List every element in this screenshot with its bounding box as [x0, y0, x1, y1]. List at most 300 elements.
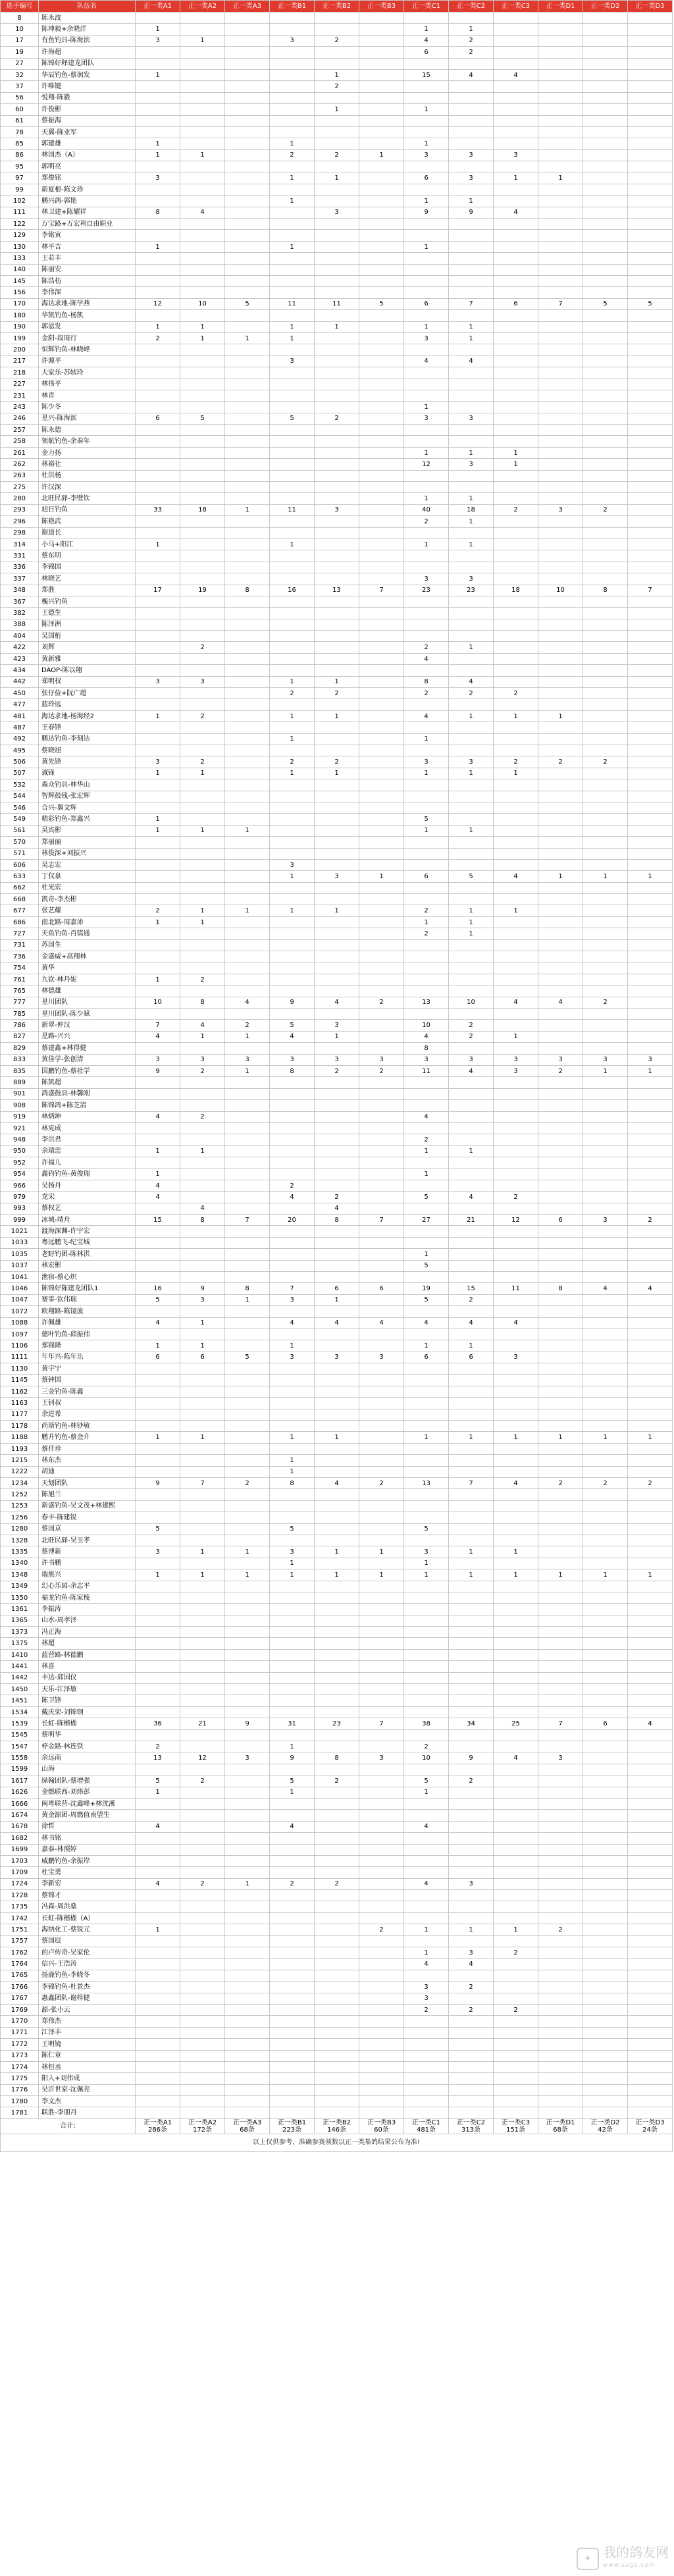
table-row	[1, 997, 673, 1008]
cell-count	[225, 756, 270, 768]
cell-count	[404, 722, 449, 733]
cell-count	[494, 1810, 538, 1821]
cell-count: 1	[270, 138, 315, 149]
cell-team: 冰城-靖舟	[39, 1215, 136, 1226]
cell-count	[494, 1306, 538, 1317]
cell-count	[180, 184, 225, 195]
cell-count	[180, 848, 225, 859]
cell-count	[583, 1134, 628, 1145]
cell-count	[449, 2027, 494, 2038]
cell-count	[180, 344, 225, 355]
cell-count	[180, 1810, 225, 1821]
cell-count: 1	[404, 1249, 449, 1260]
cell-count	[538, 916, 583, 928]
cell-team: 李洪君	[39, 1134, 136, 1145]
cell-count: 3	[270, 1054, 315, 1065]
cell-count	[494, 115, 538, 126]
cell-count	[359, 1443, 404, 1454]
cell-count	[628, 1535, 673, 1546]
cell-count	[270, 1500, 315, 1511]
cell-count	[404, 287, 449, 298]
cell-count	[136, 1226, 180, 1237]
table-row	[1, 149, 673, 161]
cell-count	[136, 1122, 180, 1134]
cell-count	[270, 1844, 315, 1855]
cell-count	[136, 1271, 180, 1282]
cell-count	[225, 1982, 270, 1993]
cell-count: 1	[315, 1294, 359, 1305]
cell-count	[538, 1020, 583, 1031]
cell-id: 1177	[1, 1409, 39, 1420]
cell-count	[449, 1363, 494, 1375]
cell-count	[583, 1237, 628, 1248]
cell-count: 1	[449, 447, 494, 458]
cell-count	[583, 1340, 628, 1352]
cell-count	[583, 642, 628, 653]
cell-id: 1774	[1, 2061, 39, 2072]
cell-count	[315, 1500, 359, 1511]
cell-id: 1130	[1, 1363, 39, 1375]
cell-count: 5	[583, 298, 628, 309]
cell-count: 1	[136, 1787, 180, 1798]
cell-count	[315, 653, 359, 664]
cell-count	[583, 1180, 628, 1191]
cell-count	[583, 2084, 628, 2095]
cell-count: 1	[180, 321, 225, 332]
watermark-title: 我的鸽友网	[603, 2544, 669, 2560]
cell-count	[494, 230, 538, 241]
cell-count	[225, 253, 270, 264]
cell-count: 3	[538, 504, 583, 515]
cell-count	[225, 1787, 270, 1798]
cell-count	[404, 1489, 449, 1500]
cell-count	[538, 1008, 583, 1019]
cell-count	[315, 264, 359, 275]
cell-count	[404, 1409, 449, 1420]
cell-count	[404, 791, 449, 802]
cell-count: 3	[404, 1546, 449, 1558]
cell-count	[628, 344, 673, 355]
cell-count	[315, 733, 359, 745]
cell-count	[494, 24, 538, 35]
cell-count	[494, 287, 538, 298]
cell-count	[225, 470, 270, 481]
cell-count: 1	[270, 1741, 315, 1752]
cell-count	[538, 1043, 583, 1054]
cell-count	[628, 550, 673, 562]
column-header: 正一类B2	[315, 1, 359, 13]
cell-count	[180, 138, 225, 149]
cell-count	[583, 1203, 628, 1214]
cell-count: 6	[404, 298, 449, 309]
cell-count	[449, 1169, 494, 1180]
cell-count	[180, 2073, 225, 2084]
cell-count: 1	[404, 104, 449, 115]
cell-count	[225, 527, 270, 539]
column-header: 正一类D1	[538, 1, 583, 13]
cell-count	[225, 402, 270, 413]
table-row	[1, 1672, 673, 1683]
cell-count	[538, 733, 583, 745]
cell-count	[583, 848, 628, 859]
cell-team: 林东杰	[39, 1455, 136, 1466]
cell-team: 长虹-陈楷楹（A）	[39, 1912, 136, 1924]
cell-id: 1764	[1, 1958, 39, 1970]
cell-count	[449, 1604, 494, 1615]
cell-count	[136, 2016, 180, 2027]
cell-count	[404, 1867, 449, 1878]
cell-count: 1	[583, 1569, 628, 1581]
table-row	[1, 1031, 673, 1042]
cell-count	[180, 1249, 225, 1260]
table-row	[1, 1180, 673, 1191]
cell-count: 8	[136, 207, 180, 218]
cell-count	[628, 2050, 673, 2061]
cell-count	[404, 1684, 449, 1695]
cell-id: 257	[1, 425, 39, 436]
cell-team: 李锦国	[39, 562, 136, 573]
cell-count	[180, 837, 225, 848]
cell-team: 陈泽洲	[39, 619, 136, 630]
cell-id: 1088	[1, 1317, 39, 1328]
cell-count: 2	[359, 1065, 404, 1076]
cell-count	[180, 58, 225, 69]
cell-id: 199	[1, 332, 39, 344]
cell-count	[404, 1672, 449, 1683]
cell-count	[315, 1421, 359, 1432]
table-row	[1, 802, 673, 813]
cell-count	[449, 1649, 494, 1660]
cell-count	[315, 1535, 359, 1546]
cell-count	[136, 482, 180, 493]
cell-count	[359, 321, 404, 332]
cell-count	[449, 126, 494, 138]
cell-count	[225, 1638, 270, 1649]
cell-count: 7	[225, 1215, 270, 1226]
cell-count	[225, 1592, 270, 1603]
cell-count: 4	[449, 69, 494, 80]
cell-count	[449, 1203, 494, 1214]
table-row	[1, 848, 673, 859]
cell-count	[494, 104, 538, 115]
summary-row	[1, 2118, 673, 2134]
cell-team: 林裕社	[39, 459, 136, 470]
cell-id: 1041	[1, 1271, 39, 1282]
cell-count	[315, 1901, 359, 1912]
cell-count	[225, 1180, 270, 1191]
cell-count	[583, 24, 628, 35]
cell-count	[359, 768, 404, 779]
cell-count	[270, 1729, 315, 1741]
cell-count	[270, 699, 315, 710]
cell-count	[315, 1855, 359, 1866]
cell-count	[494, 550, 538, 562]
table-row	[1, 791, 673, 802]
cell-count: 1	[404, 825, 449, 836]
cell-count	[270, 642, 315, 653]
cell-count	[583, 115, 628, 126]
cell-id: 129	[1, 230, 39, 241]
cell-team: 山水-周孝泽	[39, 1615, 136, 1626]
cell-count	[628, 539, 673, 550]
cell-team: 鹏达钓鱼-李刻达	[39, 733, 136, 745]
cell-count	[449, 1386, 494, 1397]
table-header-row	[1, 1, 673, 13]
cell-count	[449, 1810, 494, 1821]
cell-count	[225, 848, 270, 859]
cell-count: 6	[136, 413, 180, 424]
cell-count	[180, 527, 225, 539]
cell-count: 3	[404, 1054, 449, 1065]
cell-count	[359, 367, 404, 379]
cell-count	[315, 1649, 359, 1660]
cell-count	[583, 653, 628, 664]
cell-id: 130	[1, 241, 39, 252]
cell-count	[628, 1592, 673, 1603]
cell-count	[538, 986, 583, 997]
cell-team: 吴宾彬	[39, 825, 136, 836]
cell-team: 龙宋	[39, 1192, 136, 1203]
cell-count	[180, 493, 225, 504]
cell-count	[449, 699, 494, 710]
cell-count	[538, 722, 583, 733]
cell-team: 诚锋	[39, 768, 136, 779]
cell-count	[583, 905, 628, 916]
cell-count	[494, 608, 538, 619]
cell-id: 102	[1, 196, 39, 207]
cell-count	[136, 642, 180, 653]
cell-count: 1	[404, 321, 449, 332]
cell-count	[628, 1443, 673, 1454]
cell-count	[359, 1043, 404, 1054]
cell-count: 1	[494, 459, 538, 470]
cell-count	[583, 1638, 628, 1649]
cell-count	[628, 1421, 673, 1432]
cell-team: 闽粤联营-沈鑫峰+林沈溪	[39, 1798, 136, 1809]
cell-count: 9	[180, 1283, 225, 1294]
cell-count	[359, 1180, 404, 1191]
cell-count	[315, 1867, 359, 1878]
cell-team: 杜宝勇	[39, 1867, 136, 1878]
cell-count	[225, 126, 270, 138]
cell-id: 1558	[1, 1752, 39, 1764]
cell-count	[628, 149, 673, 161]
cell-count: 3	[359, 1054, 404, 1065]
cell-count	[538, 2096, 583, 2107]
cell-count	[315, 482, 359, 493]
cell-count	[494, 1294, 538, 1305]
cell-id: 1253	[1, 1500, 39, 1511]
cell-count	[494, 436, 538, 447]
cell-count	[225, 1043, 270, 1054]
cell-count	[538, 1409, 583, 1420]
cell-count	[628, 1924, 673, 1935]
cell-count	[225, 1100, 270, 1111]
cell-count: 1	[404, 1169, 449, 1180]
cell-team: 新翠-仲汉	[39, 1020, 136, 1031]
cell-count	[494, 1375, 538, 1386]
cell-count	[180, 2107, 225, 2118]
cell-count: 1	[180, 768, 225, 779]
cell-count	[225, 1111, 270, 1122]
cell-count: 2	[315, 35, 359, 46]
cell-count	[449, 1328, 494, 1340]
cell-count	[583, 1775, 628, 1787]
cell-count	[270, 1328, 315, 1340]
cell-count	[180, 1821, 225, 1832]
cell-count	[359, 138, 404, 149]
cell-count	[628, 997, 673, 1008]
cell-count	[538, 1661, 583, 1672]
cell-team: 郑锦隆	[39, 1340, 136, 1352]
cell-count	[270, 1695, 315, 1706]
cell-count	[628, 1970, 673, 1981]
cell-count	[225, 1798, 270, 1809]
cell-count	[449, 1764, 494, 1775]
cell-count	[628, 562, 673, 573]
cell-count	[180, 779, 225, 791]
cell-count	[270, 264, 315, 275]
cell-team: 蔡钟国	[39, 1375, 136, 1386]
cell-count	[449, 1672, 494, 1683]
cell-count	[449, 596, 494, 607]
cell-count	[359, 504, 404, 515]
table-row	[1, 1638, 673, 1649]
cell-count	[315, 1008, 359, 1019]
cell-count: 4	[180, 1020, 225, 1031]
cell-id: 506	[1, 756, 39, 768]
cell-count	[404, 1466, 449, 1477]
cell-count	[628, 939, 673, 951]
cell-count: 8	[180, 1215, 225, 1226]
cell-count	[136, 470, 180, 481]
cell-team: 林平吉	[39, 241, 136, 252]
cell-count	[449, 527, 494, 539]
cell-count	[359, 1706, 404, 1718]
cell-count	[270, 344, 315, 355]
cell-count	[136, 1627, 180, 1638]
cell-count: 1	[628, 1569, 673, 1581]
cell-count	[538, 390, 583, 401]
table-row	[1, 733, 673, 745]
cell-count: 23	[404, 585, 449, 596]
cell-count	[359, 1386, 404, 1397]
cell-count	[270, 2050, 315, 2061]
cell-count	[538, 676, 583, 687]
cell-count	[494, 1764, 538, 1775]
cell-count	[494, 631, 538, 642]
cell-count: 1	[180, 825, 225, 836]
cell-count	[628, 779, 673, 791]
cell-count: 1	[136, 768, 180, 779]
table-row	[1, 104, 673, 115]
cell-count	[583, 196, 628, 207]
cell-count	[628, 1489, 673, 1500]
cell-count	[494, 1328, 538, 1340]
cell-count	[628, 1947, 673, 1958]
cell-count	[359, 1031, 404, 1042]
cell-count	[225, 1328, 270, 1340]
cell-count	[180, 1226, 225, 1237]
cell-count: 2	[270, 688, 315, 699]
cell-count	[538, 1729, 583, 1741]
cell-count	[270, 126, 315, 138]
cell-count: 4	[270, 1031, 315, 1042]
summary-cell: 正一类C3 151条	[494, 2118, 538, 2134]
cell-count: 13	[404, 997, 449, 1008]
cell-count	[628, 1031, 673, 1042]
cell-count	[494, 1684, 538, 1695]
cell-count	[136, 1615, 180, 1626]
cell-count	[225, 1867, 270, 1878]
cell-count	[359, 550, 404, 562]
cell-count	[628, 768, 673, 779]
cell-count	[628, 676, 673, 687]
cell-count	[494, 1386, 538, 1397]
cell-count	[270, 310, 315, 321]
table-row	[1, 550, 673, 562]
cell-count	[449, 1787, 494, 1798]
cell-count: 2	[359, 997, 404, 1008]
cell-count	[315, 642, 359, 653]
cell-count	[315, 196, 359, 207]
cell-id: 37	[1, 81, 39, 92]
cell-count: 21	[449, 1215, 494, 1226]
cell-count	[270, 219, 315, 230]
cell-count	[315, 1077, 359, 1088]
cell-count	[494, 1100, 538, 1111]
cell-count	[270, 367, 315, 379]
cell-count	[404, 1810, 449, 1821]
cell-count	[538, 1180, 583, 1191]
cell-count	[270, 275, 315, 286]
cell-count: 6	[404, 172, 449, 184]
cell-count	[180, 1271, 225, 1282]
cell-count	[136, 287, 180, 298]
table-row	[1, 1764, 673, 1775]
cell-team: 蔡建鑫+林得健	[39, 1043, 136, 1054]
cell-count: 2	[315, 1878, 359, 1889]
cell-count	[180, 425, 225, 436]
cell-team: 鑫钓钓鱼-黄俊瑞	[39, 1169, 136, 1180]
cell-count: 2	[583, 997, 628, 1008]
cell-count	[136, 1100, 180, 1111]
cell-count	[583, 321, 628, 332]
table-row	[1, 2039, 673, 2050]
cell-count	[583, 608, 628, 619]
cell-count	[180, 1958, 225, 1970]
cell-count	[315, 779, 359, 791]
cell-count	[583, 2004, 628, 2015]
cell-count	[494, 1008, 538, 1019]
cell-count: 1	[270, 710, 315, 722]
cell-count: 4	[270, 1317, 315, 1328]
cell-count	[359, 413, 404, 424]
cell-count	[359, 493, 404, 504]
cell-team: 林伟平	[39, 379, 136, 390]
cell-id: 1328	[1, 1535, 39, 1546]
cell-team: 联胜-李朋丹	[39, 2107, 136, 2118]
cell-count	[315, 1386, 359, 1397]
cell-count	[538, 894, 583, 905]
cell-count	[538, 1500, 583, 1511]
cell-count	[583, 1592, 628, 1603]
cell-count	[315, 928, 359, 939]
table-row	[1, 367, 673, 379]
table-row	[1, 939, 673, 951]
cell-id: 442	[1, 676, 39, 687]
cell-count: 1	[404, 138, 449, 149]
